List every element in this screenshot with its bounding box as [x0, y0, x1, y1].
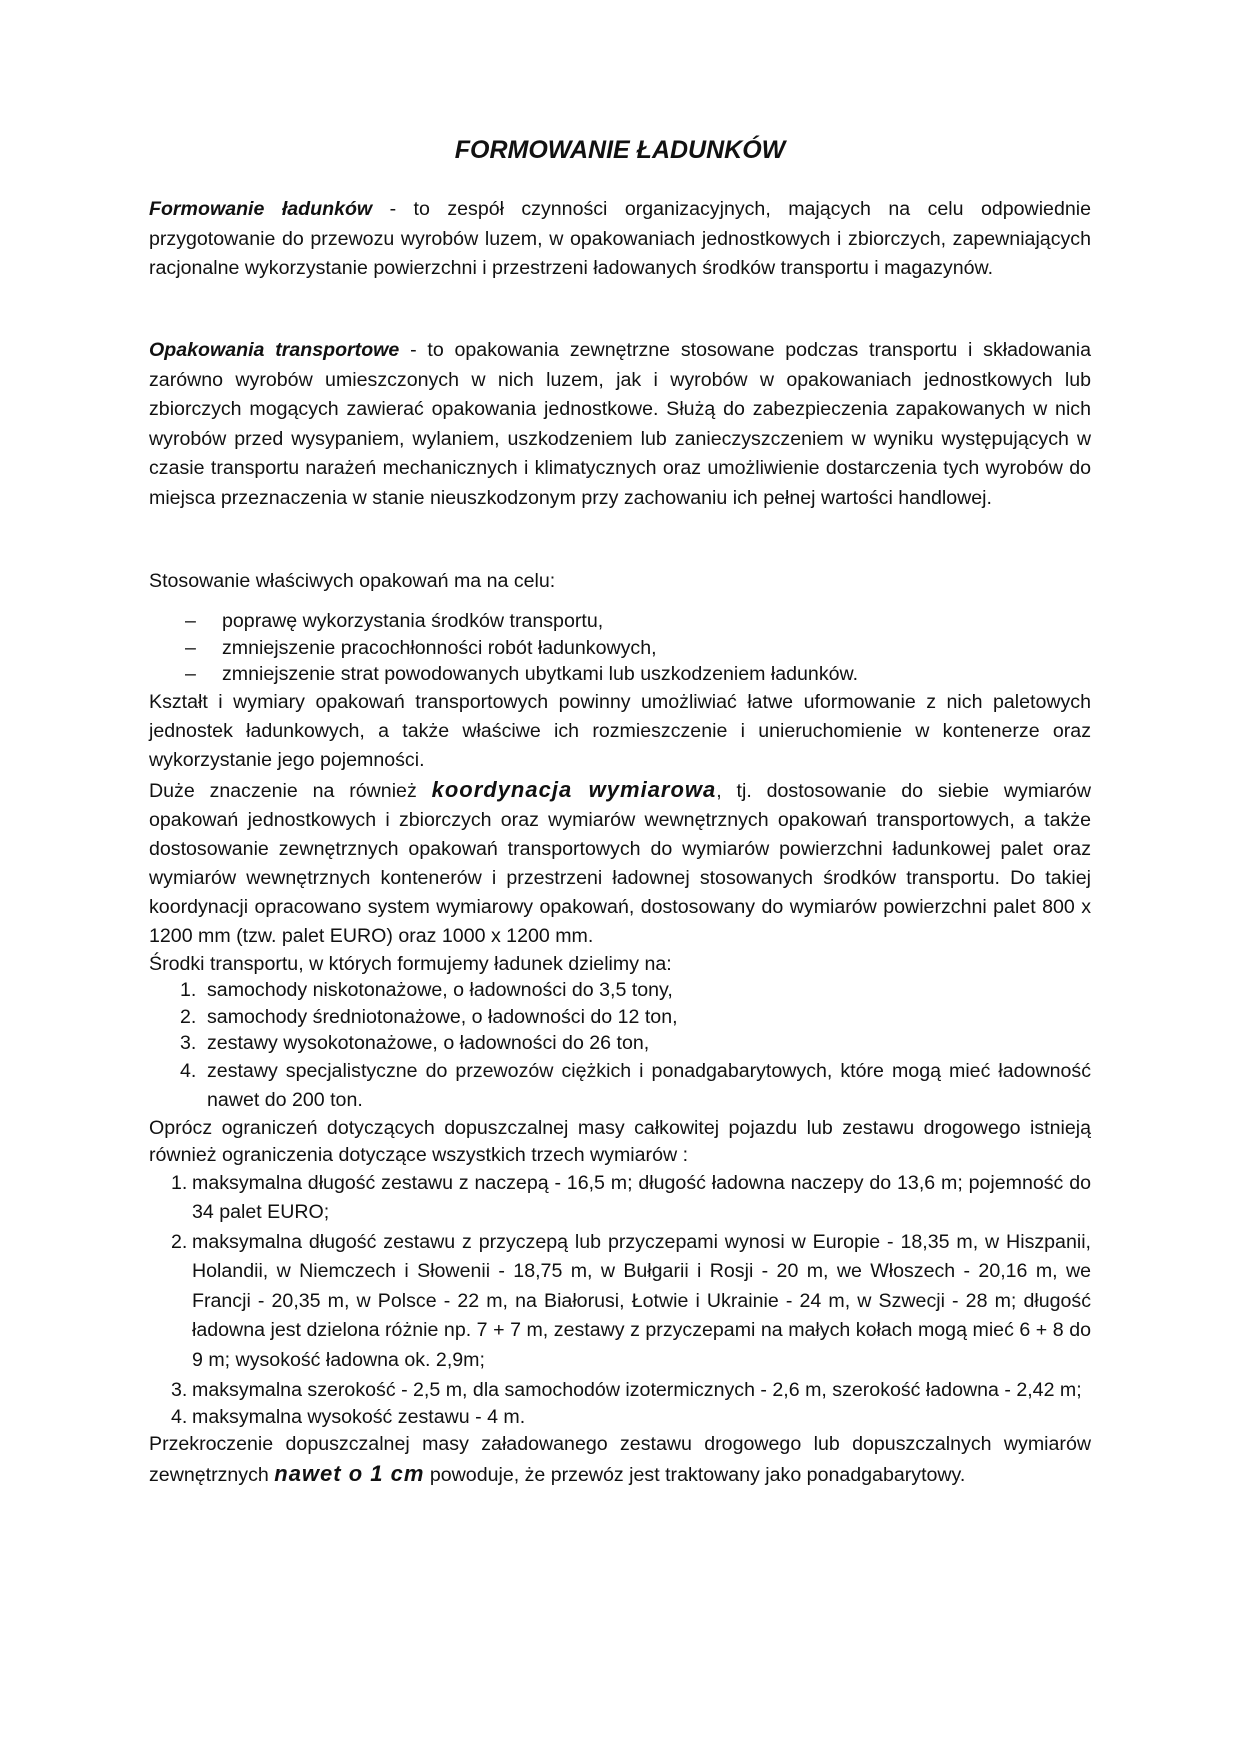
list-item [149, 1004, 1091, 1031]
list-number: 2. [180, 1005, 197, 1028]
purpose-list [149, 608, 1091, 1490]
text: zestawy wysokotonażowe, o ładowności do 26 ton, [207, 1032, 650, 1054]
list-item [149, 1405, 1091, 1430]
text: Duże znaczenie na również [149, 779, 432, 802]
paragraph-shape: Kształt i wymiary opakowań transportowych powinny umożliwiać łatwe uformowanie z nich paletowych jednostek ładunkowych, a także właściwe ich rozmieszczenie i unieruchomienie w kontenerze oraz wykorzystanie jego pojemności. [149, 690, 1091, 771]
paragraph-limits: Oprócz ograniczeń dotyczących dopuszczalnej masy całkowitej pojazdu lub zestawu drogowego istnieją również ograniczenia dotyczące wszystkich trzech wymiarów : [149, 1116, 1091, 1166]
text: zestawy specjalistyczne do przewozów ciężkich i ponadgabarytowych, które mogą mieć ładowność nawet do 200 ton. [207, 1059, 1091, 1111]
list-item [149, 977, 1091, 1004]
list-number: 3. [171, 1378, 188, 1401]
paragraph-oversize [149, 1430, 1091, 1490]
term: Opakowania transportowe [149, 339, 400, 361]
text: Przekroczenie dopuszczalnej masy załadowanego zestawu drogowego lub dopuszczalnych wymiarów zewnętrznych [149, 1433, 1091, 1487]
list-item: – zmniejszenie pracochłonności robót ładunkowych, [149, 635, 1091, 662]
list-item [149, 1030, 1091, 1057]
term: Formowanie ładunków [149, 198, 373, 220]
document-title: FORMOWANIE ŁADUNKÓW [454, 136, 786, 164]
paragraph-packaging [149, 336, 1091, 514]
list-item [149, 1228, 1091, 1376]
text: samochody średniotonażowe, o ładowności do 12 ton, [207, 1005, 678, 1028]
list-number: 1. [180, 979, 197, 1001]
list-item: – zmniejszenie strat powodowanych ubytkami lub uszkodzeniem ładunków. [149, 661, 1091, 688]
paragraph-purpose: Stosowanie właściwych opakowań ma na celu: [149, 570, 556, 592]
list-number: 2. [171, 1230, 188, 1253]
text: - to zespół czynności organizacyjnych, mających na celu odpowiednie przygotowanie do przewozu wyrobów luzem, w opakowaniach jednostkowych i zbiorczych, zapewniających racjonalne wykorzystanie powierzchni i przestrzeni ładowanych środków transportu i magazynów. [149, 198, 1091, 280]
list-number: 4. [171, 1406, 188, 1429]
text: maksymalna wysokość zestawu - 4 m. [192, 1406, 526, 1429]
transport-list [149, 977, 1091, 1115]
text: , tj. dostosowanie do siebie wymiarów opakowań jednostkowych i zbiorczych oraz wymiarów wewnętrznych opakowań transportowych, a także dostosowanie zewnętrznych opakowań transportowych do wymiarów powierzchni ładunkowej palet oraz wymiarów wewnętrznych kontenerów i przestrzeni ładownej stosowanych środków transportu. Do takiej koordynacji opracowano system wymiarowy opakowań, dostosowany do wymiarów powierzchni palet 800 x 1200 mm (tzw. palet EURO) oraz 1000 x 1200 mm. [149, 779, 1091, 947]
text: maksymalna długość zestawu z naczepą - 16,5 m; długość ładowna naczepy do 13,6 m; pojemność do 34 palet EURO; [192, 1171, 1091, 1224]
limits-list [149, 1169, 1091, 1431]
paragraph-definition [149, 195, 1091, 284]
text: samochody niskotonażowe, o ładowności do 3,5 tony, [207, 979, 673, 1001]
text: maksymalna szerokość - 2,5 m, dla samochodów izotermicznych - 2,6 m, szerokość ładowna - 2,42 m; [192, 1378, 1082, 1401]
list-item [149, 1376, 1091, 1406]
text: powoduje, że przewóz jest traktowany jako ponadgabarytowy. [424, 1464, 966, 1487]
list-number: 4. [180, 1059, 197, 1082]
term: nawet o 1 cm [274, 1461, 425, 1487]
paragraph-transport-means: Środki transportu, w których formujemy ładunek dzielimy na: [149, 952, 672, 975]
text: - to opakowania zewnętrzne stosowane podczas transportu i składowania zarówno wyrobów umieszczonych w nich luzem, jak i wyrobów w opakowaniach jednostkowych lub zbiorczych mogących zawierać opakowania jednostkowe. Służą do zabezpieczenia zapakowanych w nich wyrobów przed wysypaniem, wylaniem, uszkodzeniem lub zanieczyszczeniem w wyniku występujących w czasie transportu narażeń mechanicznych i klimatycznych oraz umożliwienie dostarczenia tych wyrobów do miejsca przeznaczenia w stanie nieuszkodzonym przy zachowaniu ich pełnej wartości handlowej. [149, 339, 1091, 509]
list-item [149, 1057, 1091, 1115]
list-item: – poprawę wykorzystania środków transportu, [149, 608, 1091, 635]
list-number: 3. [180, 1032, 197, 1054]
list-number: 1. [171, 1171, 188, 1194]
text: maksymalna długość zestawu z przyczepą lub przyczepami wynosi w Europie - 18,35 m, w Hiszpanii, Holandii, w Niemczech i Słowenii - 18,75 m, w Bułgarii i Rosji - 20 m, we Włoszech - 20,16 m, we Francji - 20,35 m, w Polsce - 22 m, na Białorusi, Łotwie i Ukrainie - 24 m, w Szwecji - 28 m; długość ładowna jest dzielona różnie np. 7 + 7 m, zestawy z przyczepami na małych kołach mogą mieć 6 + 8 do 9 m; wysokość ładowna ok. 2,9m; [192, 1230, 1091, 1372]
term: koordynacja wymiarowa [431, 776, 717, 802]
list-item [149, 1169, 1091, 1228]
paragraph-coordination [149, 775, 1091, 951]
